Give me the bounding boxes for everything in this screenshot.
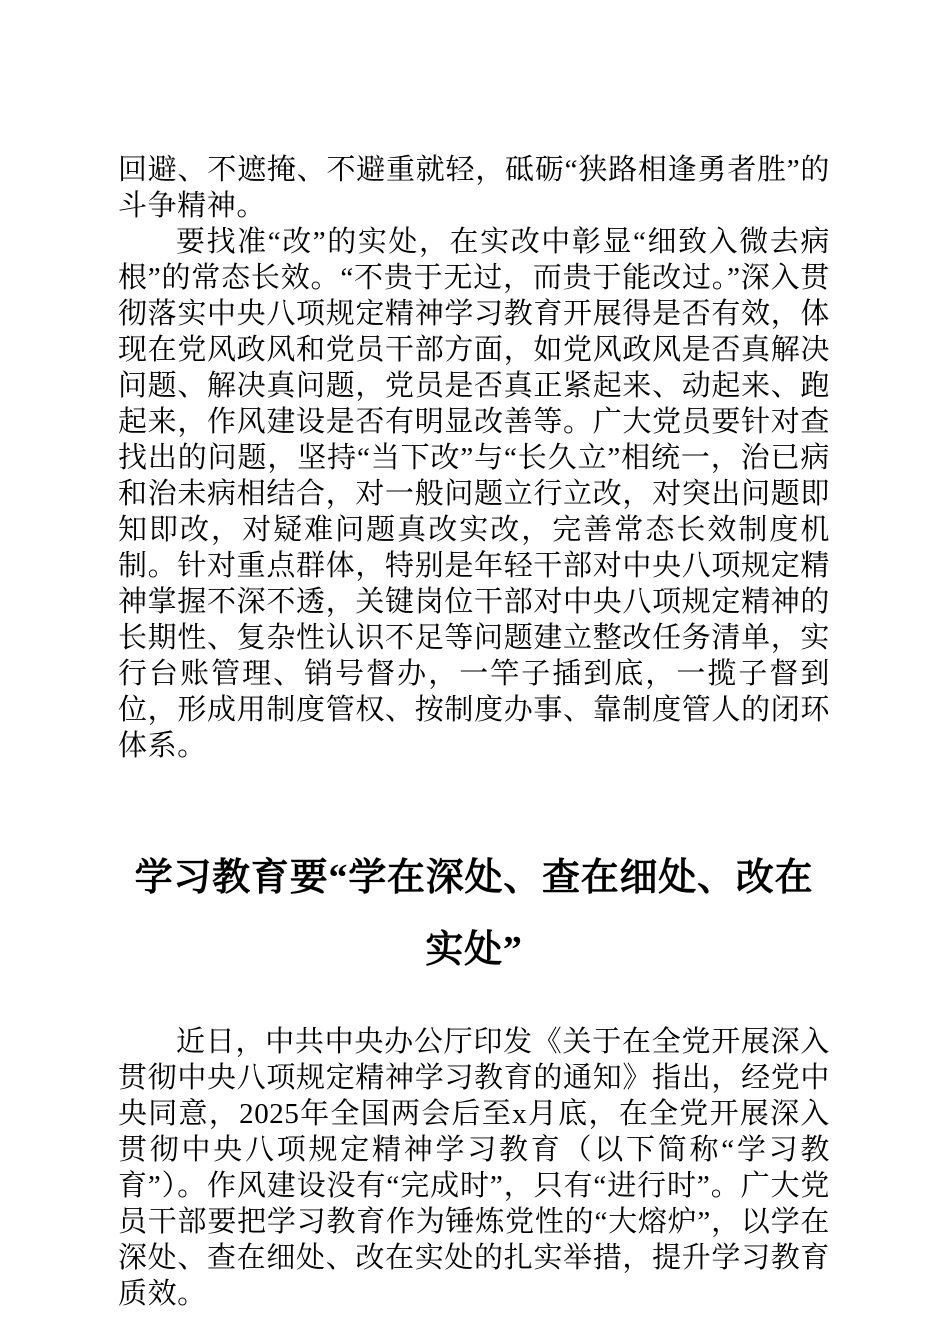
paragraph-notice: 近日，中共中央办公厅印发《关于在全党开展深入贯彻中央八项规定精神学习教育的通知》指出，经党中央同意，2025年全国两会后至x月底，在全党开展深入贯彻中央八项规定精神学习教育（以下简称“学习教育”）。作风建设没有“完成时”，只有“进行时”。广大党员干部要把学习教育作为锤炼党性的“大熔炉”，以学在深处、查在细处、改在实处的扎实举措，提升学习教育质效。 [118, 1026, 830, 1310]
article-title: 学习教育要“学在深处、查在细处、改在实处” [134, 857, 814, 971]
paragraph-continuation: 回避、不遮掩、不避重就轻，砥砺“狭路相逢勇者胜”的斗争精神。 [118, 154, 830, 222]
paragraph-gai-shichu: 要找准“改”的实处，在实改中彰显“细致入微去病根”的常态长效。“不贵于无过，而贵于能改过。”深入贯彻落实中央八项规定精神学习教育开展得是否有效，体现在党风政风和党员干部方面，如党风政风是否真解决问题、解决真问题，党员是否真正紧起来、动起来、跑起来，作风建设是否有明显改善等。广大党员要针对查找出的问题，坚持“当下改”与“长久立”相统一，治已病和治未病相结合，对一般问题立行立改，对突出问题即知即改，对疑难问题真改实改，完善常态长效制度机制。针对重点群体，特别是年轻干部对中央八项规定精神掌握不深不透，关键岗位干部对中央八项规定精神的长期性、复杂性认识不足等问题建立整改任务清单，实行台账管理、销号督办，一竿子插到底，一揽子督到位，形成用制度管权、按制度办事、靠制度管人的闭环体系。 [118, 226, 830, 762]
